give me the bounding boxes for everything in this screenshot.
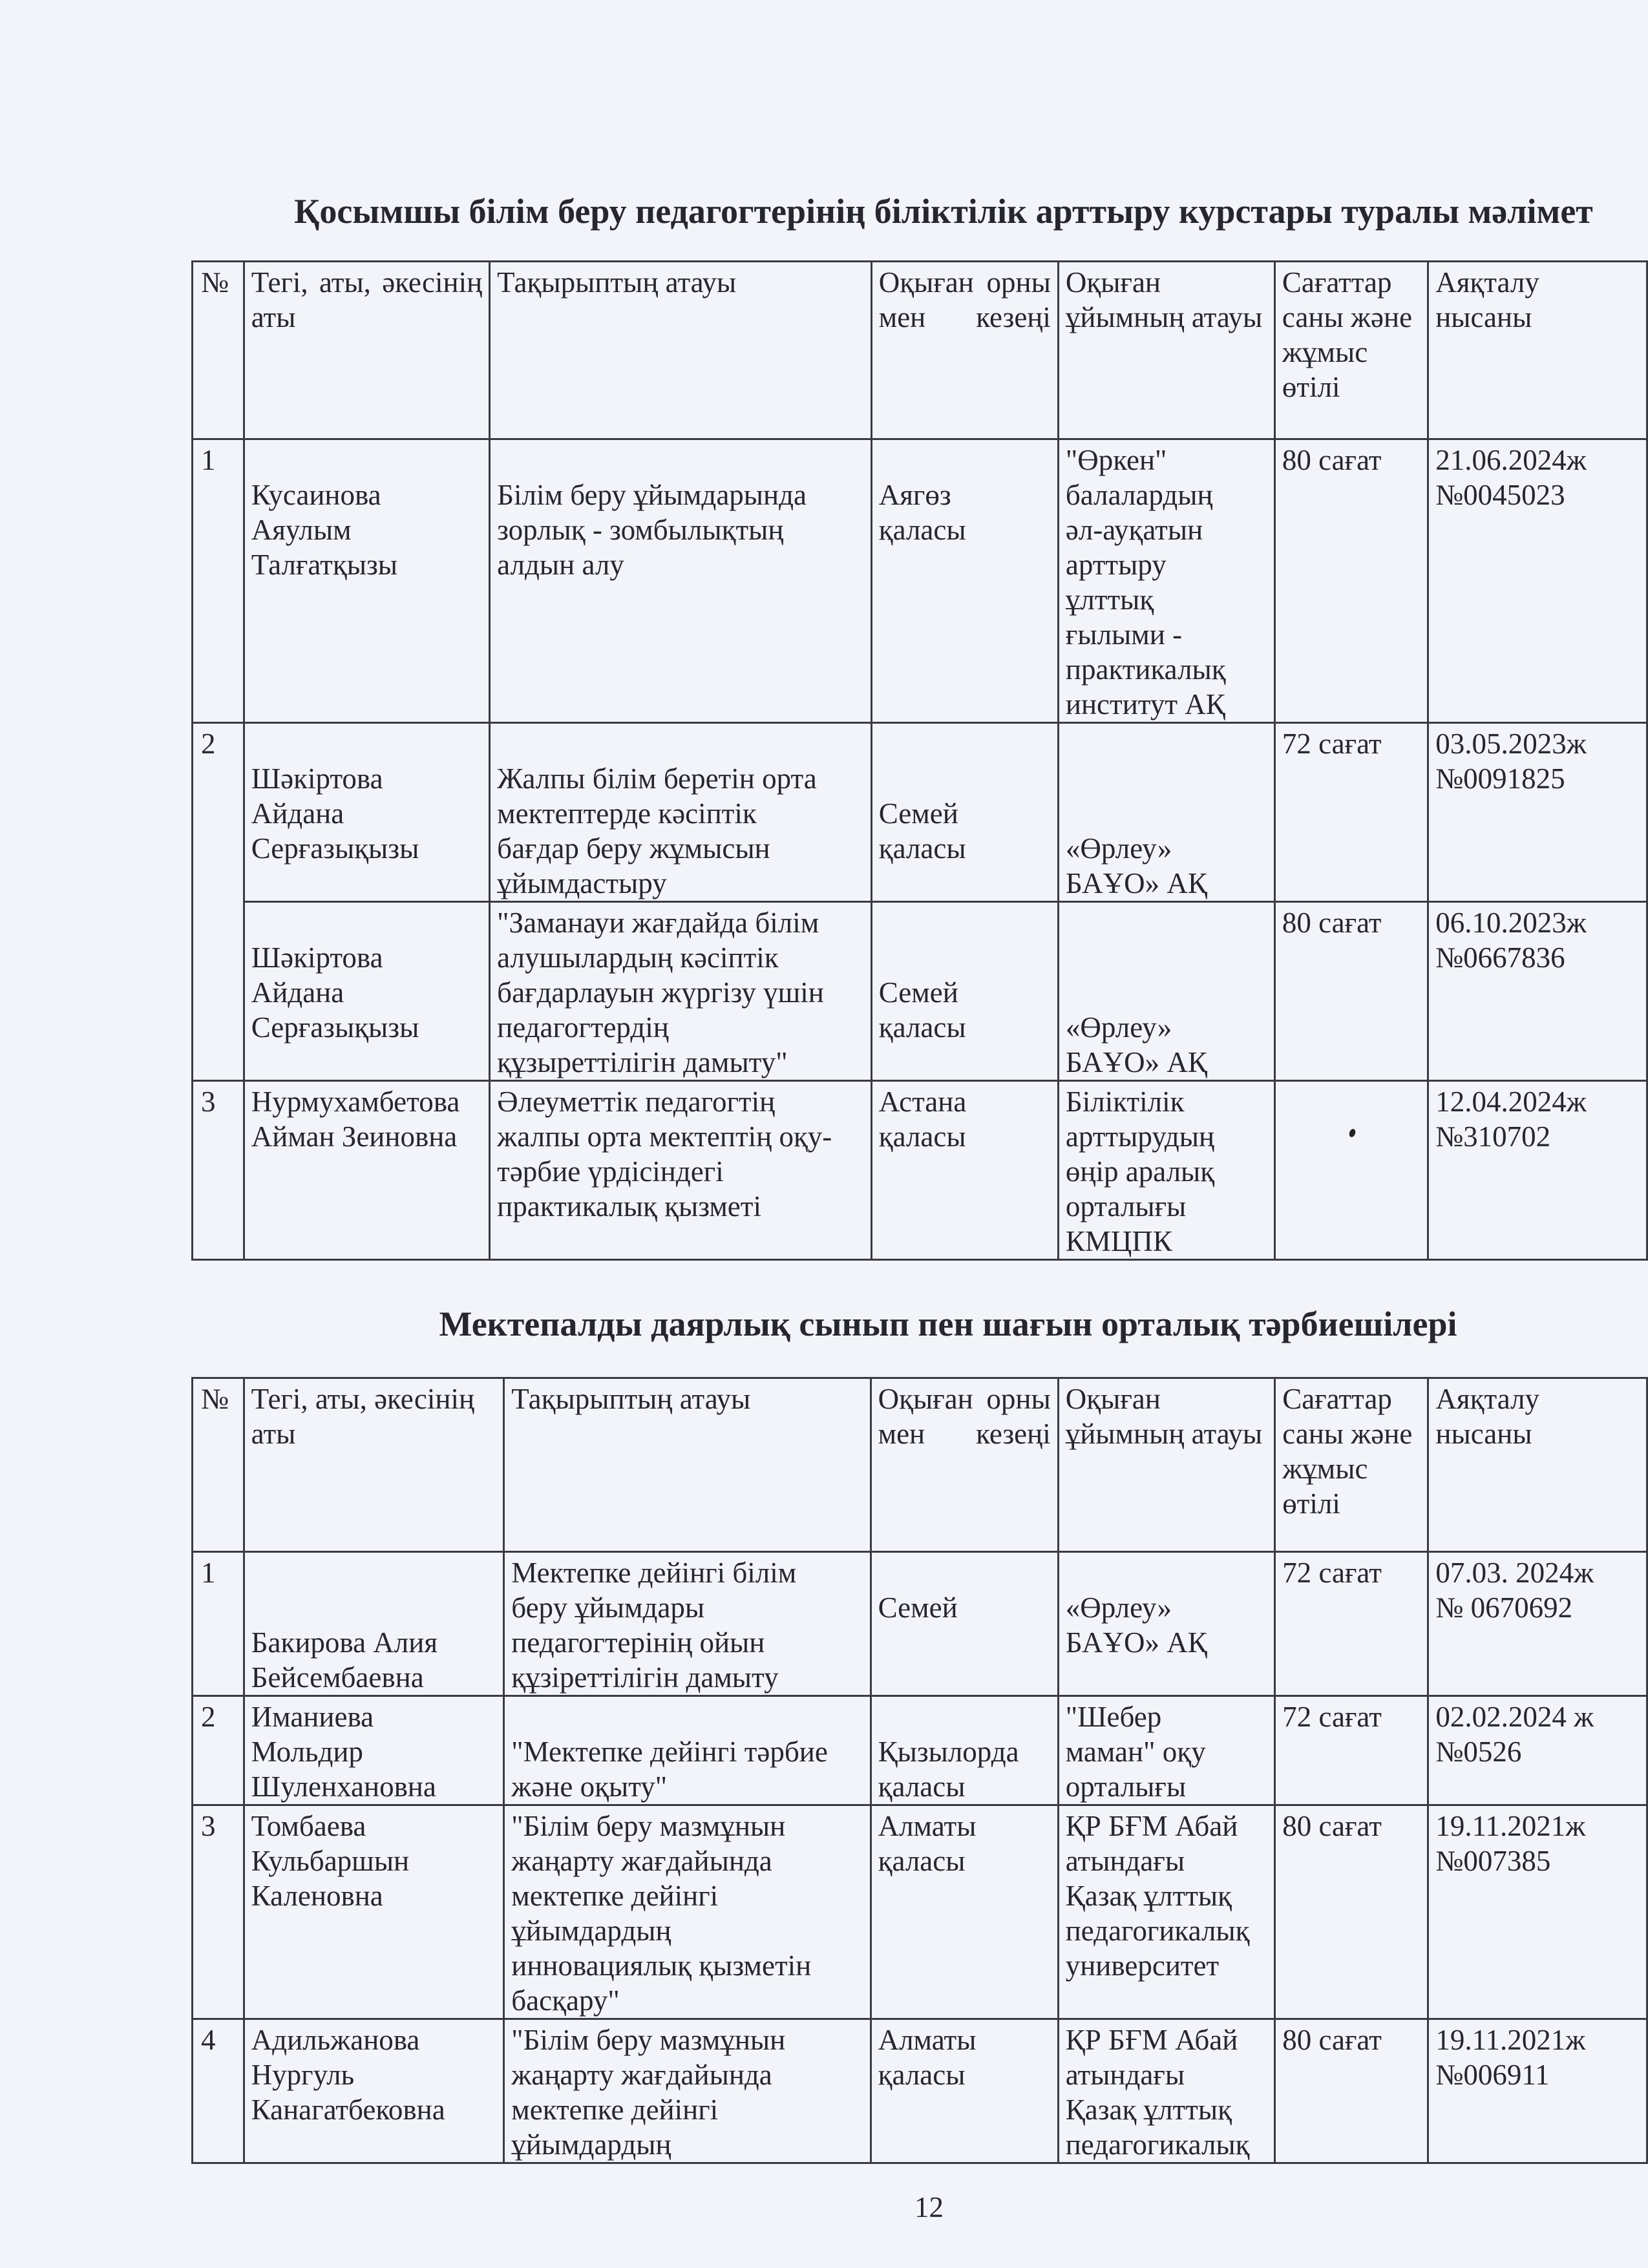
row-org: ҚР БҒМ Абай атындағы Қазақ ұлттық педагогикалық университет: [1058, 1805, 1275, 2019]
row-name: Кусаинова Аяулым Талғатқызы: [244, 439, 489, 723]
row-topic: Жалпы білім беретін орта мектептерде кәсіптік бағдар беру жұмысын ұйымдастыру: [490, 723, 872, 902]
row-hours: 80 сағат: [1275, 2019, 1428, 2163]
header-org: Оқыған ұйымның атауы: [1058, 1378, 1275, 1552]
row-name: Иманиева Мольдир Шуленхановна: [244, 1696, 504, 1805]
row-result: 12.04.2024ж №310702: [1428, 1081, 1647, 1260]
row-org: "Өркен" балалардың әл-ауқатын арттыру ұлттық ғылыми - практикалық институт АҚ: [1058, 439, 1274, 723]
row-name: Бакирова Алия Бейсембаевна: [244, 1552, 504, 1696]
header-org: Оқыған ұйымның атауы: [1058, 262, 1274, 439]
row-org: «Өрлеу» БАҰО» АҚ: [1058, 902, 1274, 1081]
row-place: Қызылорда қаласы: [871, 1696, 1058, 1805]
row-result: 19.11.2021ж №007385: [1428, 1805, 1647, 2019]
table-row: [193, 1805, 1647, 2019]
header-hours: Сағаттар саны және жұмыс өтілі: [1275, 1378, 1428, 1552]
row-topic: "Мектепке дейінгі тәрбие және оқыту": [504, 1696, 871, 1805]
row-topic: "Білім беру мазмұнын жаңарту жағдайында мектепке дейінгі ұйымдардың инновациялық қызметін басқару": [504, 1805, 871, 2019]
row-topic: Білім беру ұйымдарында зорлық - зомбылықтың алдын алу: [490, 439, 872, 723]
row-place: Семей: [871, 1552, 1058, 1696]
header-result: Аяқталу нысаны: [1428, 1378, 1647, 1552]
header-hours: Сағаттар саны және жұмыс өтілі: [1274, 262, 1428, 439]
row-topic: "Білім беру мазмұнын жаңарту жағдайында мектепке дейінгі ұйымдардың: [504, 2019, 871, 2163]
header-num: №: [193, 1378, 244, 1552]
header-topic: Тақырыптың атауы: [504, 1378, 871, 1552]
row-org: Біліктілік арттырудың өңір аралық орталығы КМЦПК: [1058, 1081, 1274, 1260]
row-place: Аягөз қаласы: [871, 439, 1058, 723]
row-result: 19.11.2021ж №006911: [1428, 2019, 1647, 2163]
row-num: 1: [193, 439, 244, 723]
row-org: ҚР БҒМ Абай атындағы Қазақ ұлттық педагогикалық: [1058, 2019, 1275, 2163]
row-name: Шәкіртова Айдана Серғазықызы: [244, 902, 489, 1081]
row-name: Нурмухамбетова Айман Зеиновна: [244, 1081, 489, 1260]
row-hours: 72 сағат: [1275, 1552, 1428, 1696]
row-place: Астана қаласы: [871, 1081, 1058, 1260]
row-hours: [1274, 1081, 1428, 1260]
row-hours: 80 сағат: [1274, 902, 1428, 1081]
row-topic: Әлеуметтік педагогтің жалпы орта мектептің оқу- тәрбие үрдісіндегі практикалық қызметі: [490, 1081, 872, 1260]
row-hours: 72 сағат: [1275, 1696, 1428, 1805]
section1-title: Қосымшы білім беру педагогтерінің біліктілік арттыру курстары туралы мәлімет: [294, 192, 1593, 231]
header-num: №: [193, 262, 244, 439]
row-topic: Мектепке дейінгі білім беру ұйымдары педагогтерінің ойын құзіреттілігін дамыту: [504, 1552, 871, 1696]
header-place: Оқыған орны мен кезеңі: [871, 1378, 1058, 1552]
table-row: [193, 2019, 1647, 2163]
header-name: Тегі, аты, әкесінің аты: [244, 262, 489, 439]
header-place: Оқыған орны мен кезеңі: [871, 262, 1058, 439]
row-name: Адильжанова Нургуль Канагатбековна: [244, 2019, 504, 2163]
row-place: Семей қаласы: [871, 902, 1058, 1081]
courses-table-1: [191, 260, 1648, 1261]
row-place: Алматы қаласы: [871, 2019, 1058, 2163]
row-hours: 80 сағат: [1274, 439, 1428, 723]
section2-title: Мектепалды даярлық сынып пен шағын орталық тәрбиешілері: [439, 1305, 1457, 1343]
row-place: Алматы қаласы: [871, 1805, 1058, 2019]
row-result: 21.06.2024ж №0045023: [1428, 439, 1647, 723]
row-result: 02.02.2024 ж №0526: [1428, 1696, 1647, 1805]
page-number: 12: [914, 2191, 944, 2223]
header-topic: Тақырыптың атауы: [490, 262, 872, 439]
table-row: [193, 1552, 1647, 1696]
row-org: «Өрлеу» БАҰО» АҚ: [1058, 1552, 1275, 1696]
row-hours: 80 сағат: [1275, 1805, 1428, 2019]
table-row: [193, 1696, 1647, 1805]
table-row: [193, 723, 1647, 902]
row-result: 03.05.2023ж №0091825: [1428, 723, 1647, 902]
table-row: [193, 1081, 1647, 1260]
row-place: Семей қаласы: [871, 723, 1058, 902]
table-header-row: [193, 1378, 1647, 1552]
row-result: 06.10.2023ж №0667836: [1428, 902, 1647, 1081]
row-num: 3: [193, 1805, 244, 2019]
row-org: «Өрлеу» БАҰО» АҚ: [1058, 723, 1274, 902]
row-num: 4: [193, 2019, 244, 2163]
row-num: 1: [193, 1552, 244, 1696]
row-name: Томбаева Кульбаршын Каленовна: [244, 1805, 504, 2019]
table-row: [193, 902, 1647, 1081]
header-result: Аяқталу нысаны: [1428, 262, 1647, 439]
table-row: [193, 439, 1647, 723]
row-topic: "Заманауи жағдайда білім алушылардың кәсіптік бағдарлауын жүргізу үшін педагогтердің құзыреттілігін дамыту": [490, 902, 872, 1081]
row-org: "Шебер маман" оқу орталығы: [1058, 1696, 1275, 1805]
row-num: 3: [193, 1081, 244, 1260]
row-num: 2: [193, 1696, 244, 1805]
row-num: 2: [193, 723, 244, 1081]
header-name: Тегі, аты, әкесінің аты: [244, 1378, 504, 1552]
courses-table-2: [191, 1377, 1648, 2164]
table-header-row: [193, 262, 1647, 439]
row-name: Шәкіртова Айдана Серғазықызы: [244, 723, 489, 902]
row-result: 07.03. 2024ж № 0670692: [1428, 1552, 1647, 1696]
row-hours: 72 сағат: [1274, 723, 1428, 902]
